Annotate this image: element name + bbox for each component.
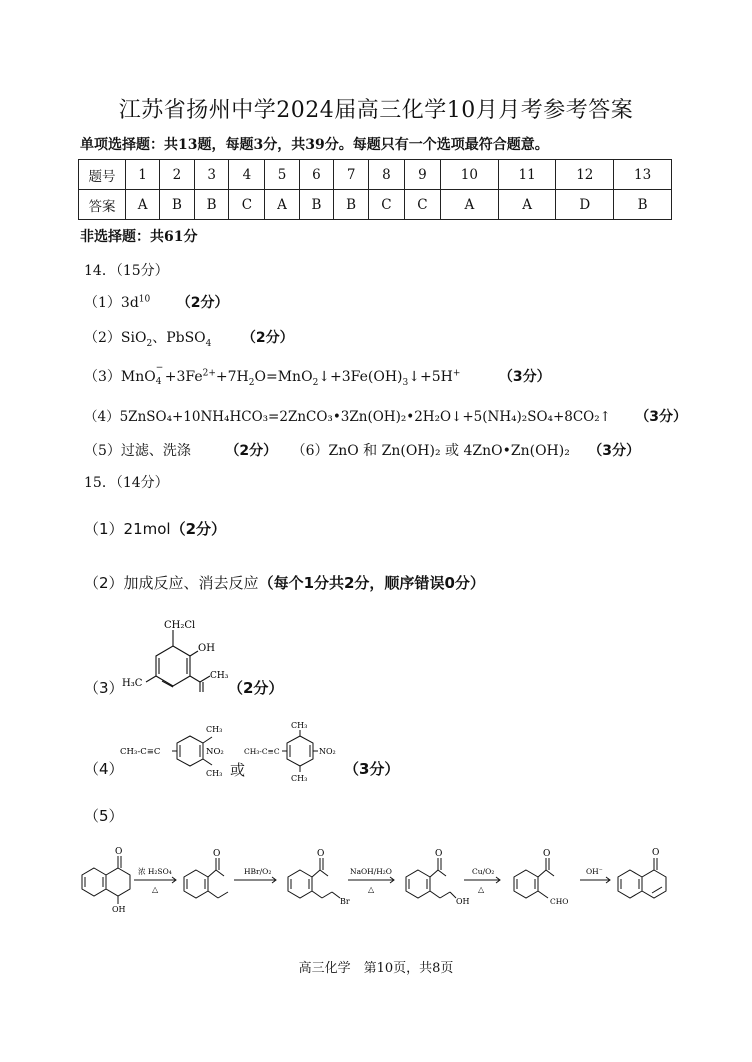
subscript: 4 (155, 377, 162, 387)
part-number: （5） (84, 443, 121, 459)
condition-label: Cu/O₂ (472, 867, 495, 876)
label-o: O (115, 847, 123, 857)
table-cell: 8 (368, 160, 404, 190)
table-cell: 7 (334, 160, 369, 190)
score-label: （3分） (635, 409, 688, 425)
q15-heading: 15．（14分） (84, 475, 169, 491)
label-ch3: CH₃ (291, 774, 308, 783)
table-cell: C (229, 190, 265, 220)
table-cell: B (299, 190, 334, 220)
table-cell: 4 (229, 160, 265, 190)
label-oh: OH (456, 897, 470, 906)
table-cell: B (334, 190, 369, 220)
table-cell: 1 (126, 160, 160, 190)
part-number: （1） (84, 520, 124, 538)
superscript: 10 (138, 294, 151, 305)
part-number: （4） (84, 409, 120, 425)
table-cell: A (265, 190, 299, 220)
label-h3c: H₃C (122, 678, 143, 689)
label-ch2cl: CH₂Cl (164, 620, 196, 631)
q14-part5-6 (84, 440, 640, 460)
q14-part2 (84, 327, 294, 349)
structure-q15-3 (118, 616, 229, 698)
table-cell: A (440, 190, 498, 220)
condition-label: NaOH/H₂O (350, 867, 392, 876)
subscript: 4 (205, 338, 212, 349)
formula: ↓+3Fe(OH) (318, 369, 403, 385)
formula: O=MnO (254, 369, 313, 385)
table-cell: 5 (265, 160, 299, 190)
answer-text: 过滤、洗涤 (120, 443, 191, 459)
part-number: （1） (84, 295, 121, 311)
label-ch3: CH₃ (210, 671, 229, 681)
score-label: （2分） (176, 295, 229, 311)
table-cell: B (614, 190, 672, 220)
table-cell: 10 (440, 160, 498, 190)
page-title: 江苏省扬州中学2024届高三化学10月月考参考答案 (118, 98, 634, 123)
part-number: （6） (291, 443, 329, 459)
subscript: 2 (248, 377, 255, 388)
nonmc-header: 非选择题：共61分 (80, 229, 198, 245)
table-cell: 12 (556, 160, 614, 190)
table-cell: C (404, 190, 440, 220)
condition-label: △ (152, 885, 159, 894)
superscript: + (452, 368, 461, 379)
score-label: （每个1分共2分，顺序错误0分） (258, 574, 485, 592)
score-label: （2分） (241, 330, 294, 346)
score-label: （3分） (588, 443, 641, 459)
q14-part3 (84, 363, 551, 388)
label-alkyne-left: CH₃-C≡C (120, 747, 161, 757)
table-cell: A (126, 190, 160, 220)
label-o: O (213, 849, 221, 859)
synthesis-route (76, 842, 676, 914)
mc-header: 单项选择题：共13题，每题3分，共39分。每题只有一个选项最符合题意。 (80, 137, 549, 153)
label-alkyne-right: CH₃-C≡C (244, 747, 280, 756)
table-row-numbers (79, 160, 672, 190)
formula: MnO (120, 369, 156, 385)
table-cell: 2 (160, 160, 195, 190)
label-o: O (543, 849, 551, 859)
table-row-answers (79, 190, 672, 220)
subscript: 2 (146, 338, 153, 349)
label-ch3: CH₃ (291, 721, 308, 730)
table-cell: C (368, 190, 404, 220)
ion-charge (155, 363, 165, 387)
part-number: （3） (84, 369, 121, 385)
label-o: O (317, 849, 325, 859)
condition-label: OH⁻ (586, 867, 603, 876)
equation: 5ZnSO₄+10NH₄HCO₃=2ZnCO₃•3Zn(OH)₂•2H₂O↓+5(NH₄)₂SO₄+8CO₂↑ (119, 409, 611, 425)
q14-part1 (84, 292, 228, 312)
q15-part1 (84, 518, 226, 539)
q15-part2 (84, 572, 485, 593)
condition-label: △ (478, 885, 485, 894)
table-cell: A (498, 190, 556, 220)
table-cell: B (194, 190, 229, 220)
condition-label: △ (368, 885, 375, 894)
score-label: （2分） (170, 520, 227, 538)
part-number: （2） (84, 574, 124, 592)
or-label: 或 (230, 761, 246, 779)
answer-table (78, 159, 672, 220)
table-cell: B (160, 190, 195, 220)
table-cell: 11 (498, 160, 556, 190)
table-cell: D (556, 190, 614, 220)
formula: 、PbSO (152, 330, 206, 346)
label-oh: OH (198, 643, 215, 654)
answer-text: ZnO 和 Zn(OH)₂ 或 4ZnO•Zn(OH)₂ (328, 443, 570, 459)
superscript: 2+ (202, 368, 216, 379)
table-header-cell: 答案 (79, 190, 126, 220)
label-ch3: CH₃ (206, 769, 223, 778)
q14-part4 (84, 405, 687, 426)
score-label: （2分） (228, 679, 284, 697)
table-cell: 9 (404, 160, 440, 190)
q14-heading: 14．（15分） (84, 263, 169, 279)
superscript: − (155, 363, 164, 373)
part-number: （2） (84, 330, 121, 346)
table-cell: 6 (299, 160, 334, 190)
table-header-cell: 题号 (79, 160, 126, 190)
q15-part5-number: （5） (84, 807, 124, 825)
answer-text: 加成反应、消去反应 (123, 574, 259, 592)
formula: +7H (215, 369, 249, 385)
q15-part3-number: （3） (84, 679, 124, 697)
subscript: 3 (402, 377, 409, 388)
table-cell: 13 (614, 160, 672, 190)
page-footer: 高三化学 第10页，共8页 (298, 961, 454, 976)
q15-part4-number: （4） (84, 760, 124, 778)
label-no2: NO₂ (206, 747, 224, 757)
label-br: Br (340, 897, 350, 906)
subscript: 2 (312, 377, 319, 388)
answer-text: 3d (120, 295, 139, 311)
label-o: O (435, 849, 443, 859)
condition-label: 浓 H₂SO₄ (138, 867, 172, 876)
label-cho: CHO (550, 897, 569, 906)
condition-label: HBr/O₂ (244, 867, 272, 876)
formula: +3Fe (164, 369, 203, 385)
table-cell: 3 (194, 160, 229, 190)
score-label: （3分） (498, 369, 551, 385)
formula: SiO (120, 330, 147, 346)
label-ch3: CH₃ (206, 725, 223, 734)
formula: ↓+5H (408, 369, 453, 385)
label-oh: OH (112, 905, 126, 914)
score-label: （2分） (225, 443, 278, 459)
score-label: （3分） (344, 760, 400, 778)
answer-text: 21mol (123, 520, 171, 538)
label-no2: NO₂ (319, 747, 336, 756)
label-o: O (652, 848, 660, 858)
